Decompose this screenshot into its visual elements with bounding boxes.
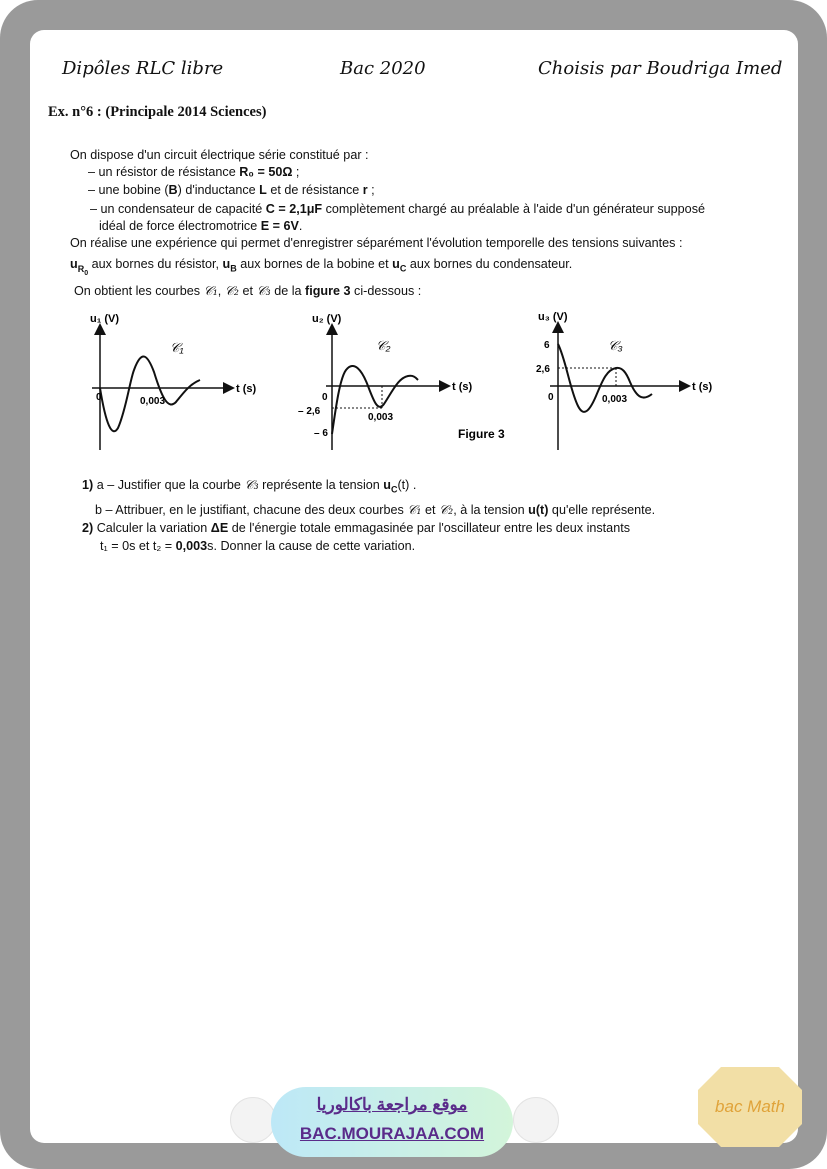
question-1b: b – Attribuer, en le justifiant, chacune des deux courbes 𝒞₁ et 𝒞₂, à la tension u(t) qu'elle représente. bbox=[95, 502, 656, 517]
footer-logo-left bbox=[230, 1097, 276, 1143]
graph2-y-minus-6: – 6 bbox=[314, 428, 328, 439]
graph3-y-6: 6 bbox=[544, 340, 550, 351]
intro-line: On dispose d'un circuit électrique série constitué par : bbox=[70, 148, 369, 162]
list-item-capacitor-line2: idéal de force électromotrice E = 6V. bbox=[99, 219, 303, 233]
graph3-xlabel: t (s) bbox=[692, 381, 713, 393]
curve-c2 bbox=[332, 366, 418, 434]
graph3-ylabel: u₃ (V) bbox=[538, 311, 568, 323]
graph3-tick: 0,003 bbox=[602, 394, 628, 405]
bac-math-badge bbox=[697, 1066, 803, 1148]
graph1-origin: 0 bbox=[96, 392, 102, 403]
question-2: 2) Calculer la variation ΔE de l'énergie totale emmagasinée par l'oscillateur entre les deux instants bbox=[82, 521, 630, 535]
footer-logo-right bbox=[513, 1097, 559, 1143]
list-item-coil: – une bobine (B) d'inductance L et de résistance r ; bbox=[88, 183, 375, 197]
figure-3 bbox=[30, 30, 798, 490]
list-item-capacitor: – un condensateur de capacité C = 2,1μF complètement chargé au préalable à l'aide d'un générateur supposé bbox=[90, 202, 705, 216]
badge-text: bac Math bbox=[715, 1097, 785, 1116]
graph1-ylabel: u₁ (V) bbox=[90, 313, 119, 325]
graph-3 bbox=[536, 311, 713, 450]
graph3-curve-label: 𝒞₃ bbox=[608, 338, 623, 353]
footer-url[interactable]: BAC.MOURAJAA.COM bbox=[299, 1124, 485, 1143]
exercise-title: Ex. n°6 : (Principale 2014 Sciences) bbox=[48, 104, 267, 120]
list-item-resistor: – un résistor de résistance R₀ = 50Ω ; bbox=[88, 165, 300, 179]
graph3-origin: 0 bbox=[548, 392, 554, 403]
graph1-curve-label: 𝒞₁ bbox=[170, 340, 184, 355]
graph2-tick: 0,003 bbox=[368, 412, 394, 423]
document-page bbox=[30, 30, 798, 1143]
question-1a: 1) a – Justifier que la courbe 𝒞₃ représente la tension $u_C(t)$ . bbox=[82, 477, 417, 495]
graph1-xlabel: t (s) bbox=[236, 383, 257, 395]
footer-banner[interactable] bbox=[271, 1087, 513, 1157]
graph2-origin: 0 bbox=[322, 392, 328, 403]
header-left: Dipôles RLC libre bbox=[62, 58, 224, 79]
curve-c1 bbox=[100, 357, 200, 432]
graph2-y-minus-2-6: – 2,6 bbox=[298, 406, 321, 417]
graph3-y-2-6: 2,6 bbox=[536, 364, 550, 375]
intro-tensions: $u_{R_0}$ aux bornes du résistor, $u_B$ aux bornes de la bobine et $u_C$ aux bornes du condensateur. bbox=[70, 257, 573, 277]
graph-1 bbox=[90, 313, 257, 450]
intro-experiment: On réalise une expérience qui permet d'enregistrer séparément l'évolution temporelle des tensions suivantes : bbox=[70, 236, 683, 250]
graph2-curve-label: 𝒞₂ bbox=[376, 338, 391, 353]
footer-arabic-title[interactable]: موقع مراجعة باكالوريا bbox=[316, 1095, 468, 1114]
header-center: Bac 2020 bbox=[340, 58, 426, 79]
graph1-tick: 0,003 bbox=[140, 396, 166, 407]
intro-curves: On obtient les courbes 𝒞₁, 𝒞₂ et 𝒞₃ de la figure 3 ci-dessous : bbox=[74, 283, 422, 298]
graph2-xlabel: t (s) bbox=[452, 381, 473, 393]
figure-caption: Figure 3 bbox=[458, 427, 505, 441]
question-2-line2: t₁ = 0s et t₂ = 0,003s. Donner la cause de cette variation. bbox=[100, 539, 416, 553]
graph2-ylabel: u₂ (V) bbox=[312, 313, 342, 325]
graph-2 bbox=[298, 313, 505, 450]
header-right: Choisis par Boudriga Imed bbox=[538, 58, 783, 79]
